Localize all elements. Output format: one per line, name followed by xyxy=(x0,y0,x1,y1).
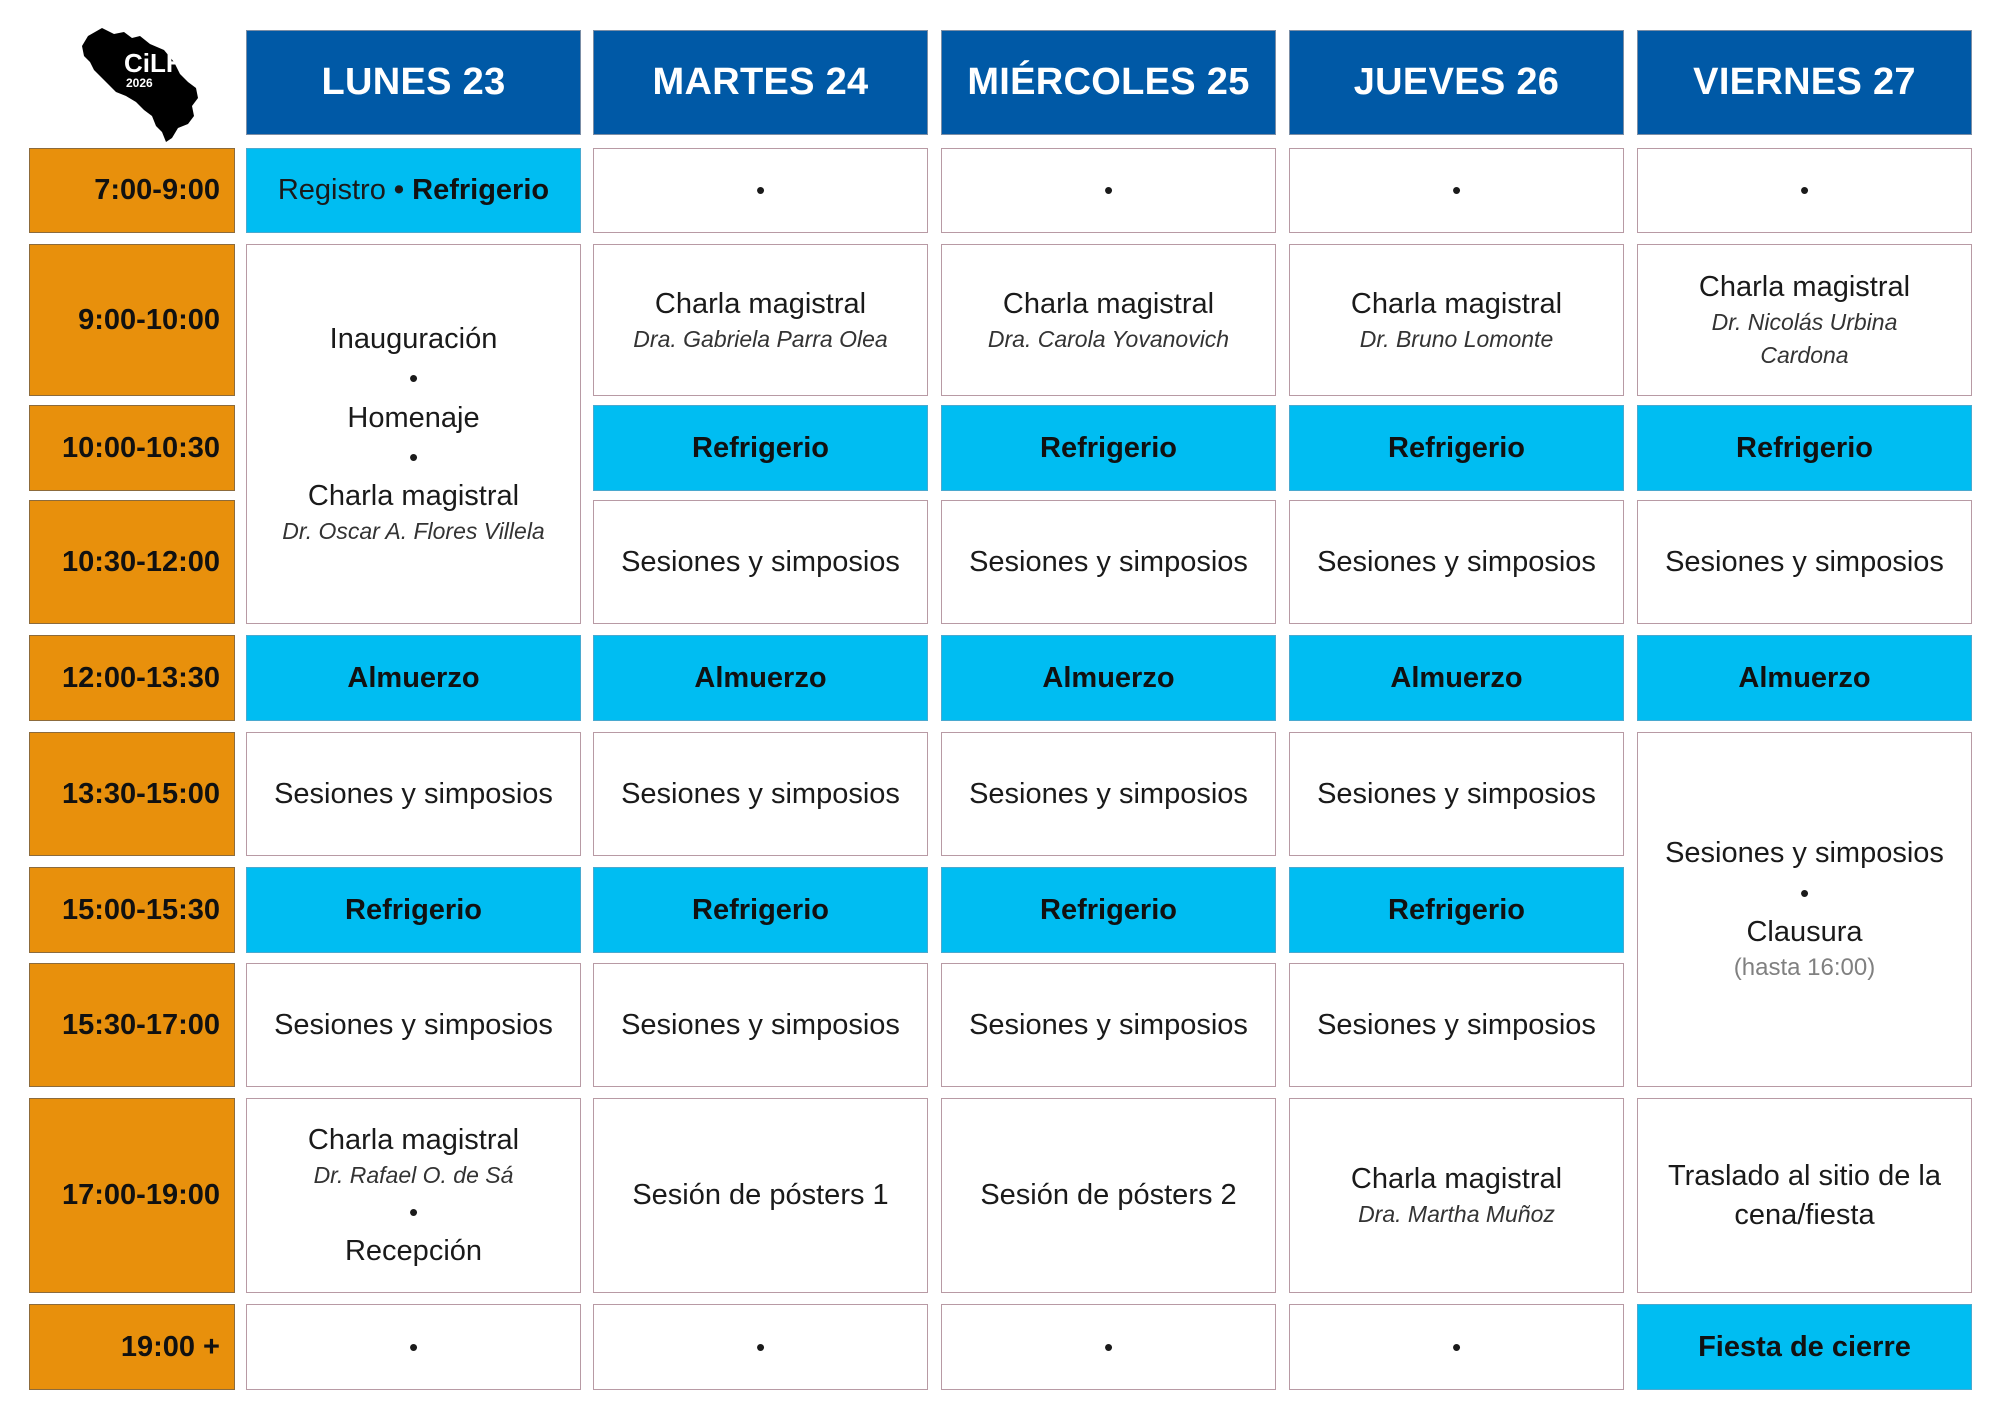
cell-note: (hasta 16:00) xyxy=(1733,954,1876,982)
cell-text: cena/fiesta xyxy=(1734,1198,1875,1231)
schedule-cell xyxy=(1637,148,1972,233)
cell-text-bold: Refrigerio xyxy=(1388,431,1525,464)
cell-text: Sesión de pósters 1 xyxy=(632,1179,889,1212)
day-header-martes-24: MARTES 24 xyxy=(593,30,928,135)
time-slot-label: 19:00 + xyxy=(29,1304,235,1390)
schedule-cell xyxy=(941,405,1276,491)
schedule-cell xyxy=(1637,500,1972,624)
schedule-cell xyxy=(1289,732,1624,856)
schedule-cell xyxy=(246,1098,581,1293)
time-slot-label: 15:30-17:00 xyxy=(29,963,235,1087)
separator-dot: • xyxy=(408,1331,419,1362)
separator-dot: • xyxy=(408,441,419,472)
cell-text: Recepción xyxy=(344,1234,483,1267)
cell-text: Sesión de pósters 2 xyxy=(980,1179,1237,1212)
time-slot-label: 9:00-10:00 xyxy=(29,244,235,396)
cell-text: Homenaje xyxy=(347,401,480,434)
schedule-cell xyxy=(246,635,581,721)
cell-text: Charla magistral xyxy=(1350,1163,1563,1196)
schedule-cell xyxy=(941,1098,1276,1293)
cell-text: Sesiones y simposios xyxy=(1317,1008,1596,1041)
schedule-cell xyxy=(593,1304,928,1390)
schedule-cell xyxy=(593,635,928,721)
schedule-cell xyxy=(246,244,581,624)
day-header-jueves-26: JUEVES 26 xyxy=(1289,30,1624,135)
schedule-cell xyxy=(1289,635,1624,721)
schedule-cell xyxy=(593,500,928,624)
cell-text: Charla magistral xyxy=(1002,287,1215,320)
cell-text-bold: Refrigerio xyxy=(692,431,829,464)
cell-text: Clausura xyxy=(1746,915,1863,948)
schedule-cell xyxy=(246,1304,581,1390)
schedule-cell xyxy=(941,500,1276,624)
cell-text: Inauguración xyxy=(329,322,498,355)
logo-year: 2026 xyxy=(126,76,153,90)
cell-text: Charla magistral xyxy=(1698,271,1911,304)
schedule-cell xyxy=(593,148,928,233)
separator-dot: • xyxy=(755,1331,766,1362)
schedule-cell xyxy=(941,732,1276,856)
cell-text: Sesiones y simposios xyxy=(1665,545,1944,578)
cell-text: Charla magistral xyxy=(654,287,867,320)
separator-dot: • xyxy=(408,363,419,394)
cell-text: Refrigerio xyxy=(412,174,550,207)
schedule-cell xyxy=(941,244,1276,396)
schedule-cell xyxy=(1637,1098,1972,1293)
schedule-cell xyxy=(1289,963,1624,1087)
cell-text: Charla magistral xyxy=(307,1123,520,1156)
schedule-cell xyxy=(941,1304,1276,1390)
cell-text: Sesiones y simposios xyxy=(274,777,553,810)
cell-text: Sesiones y simposios xyxy=(969,545,1248,578)
speaker-name: Dr. Nicolás Urbina xyxy=(1711,309,1898,336)
cell-text-bold: Refrigerio xyxy=(692,893,829,926)
cell-text: Sesiones y simposios xyxy=(1317,777,1596,810)
schedule-cell xyxy=(246,732,581,856)
separator-dot: • xyxy=(1799,175,1810,206)
speaker-name: Dr. Oscar A. Flores Villela xyxy=(282,518,545,545)
time-slot-label: 10:00-10:30 xyxy=(29,405,235,491)
time-slot-label: 7:00-9:00 xyxy=(29,148,235,233)
time-slot-label: 12:00-13:30 xyxy=(29,635,235,721)
time-slot-label: 17:00-19:00 xyxy=(29,1098,235,1293)
cell-text-bold: Refrigerio xyxy=(1388,893,1525,926)
separator-dot: • xyxy=(393,174,405,207)
speaker-name: Cardona xyxy=(1760,342,1849,369)
cell-text-bold: Refrigerio xyxy=(1040,431,1177,464)
cell-inline-text xyxy=(278,171,549,209)
separator-dot: • xyxy=(1451,175,1462,206)
schedule-cell xyxy=(1289,244,1624,396)
schedule-cell xyxy=(1289,405,1624,491)
speaker-name: Dr. Bruno Lomonte xyxy=(1359,325,1554,352)
cell-text: Sesiones y simposios xyxy=(274,1008,553,1041)
schedule-cell xyxy=(1637,1304,1972,1390)
day-header-lunes-23: LUNES 23 xyxy=(246,30,581,135)
cell-text-bold: Refrigerio xyxy=(1040,893,1177,926)
cell-text: Sesiones y simposios xyxy=(969,1008,1248,1041)
logo-text: CiLH xyxy=(124,48,185,78)
schedule-cell xyxy=(1637,635,1972,721)
schedule-cell xyxy=(1289,867,1624,953)
cell-text-bold: Almuerzo xyxy=(1390,661,1523,694)
cell-text-bold: Almuerzo xyxy=(694,661,827,694)
separator-dot: • xyxy=(1799,877,1810,908)
schedule-cell xyxy=(593,867,928,953)
separator-dot: • xyxy=(755,175,766,206)
separator-dot: • xyxy=(1451,1331,1462,1362)
cell-text-bold: Fiesta de cierre xyxy=(1698,1330,1911,1363)
speaker-name: Dra. Carola Yovanovich xyxy=(987,325,1230,352)
cell-text: Sesiones y simposios xyxy=(1665,837,1944,870)
day-header-miercoles-25: MIÉRCOLES 25 xyxy=(941,30,1276,135)
schedule-cell xyxy=(593,1098,928,1293)
cell-text-bold: Refrigerio xyxy=(1736,431,1873,464)
time-slot-label: 10:30-12:00 xyxy=(29,500,235,624)
cell-text: Sesiones y simposios xyxy=(969,777,1248,810)
separator-dot: • xyxy=(1103,175,1114,206)
schedule-cell xyxy=(941,963,1276,1087)
speaker-name: Dra. Martha Muñoz xyxy=(1358,1201,1555,1228)
time-slot-label: 13:30-15:00 xyxy=(29,732,235,856)
schedule-cell xyxy=(593,244,928,396)
schedule-cell xyxy=(941,148,1276,233)
schedule-cell xyxy=(593,732,928,856)
cell-text: Charla magistral xyxy=(307,480,520,513)
schedule-cell xyxy=(941,635,1276,721)
schedule-cell xyxy=(1289,1304,1624,1390)
speaker-name: Dra. Gabriela Parra Olea xyxy=(633,325,888,352)
schedule-cell xyxy=(246,867,581,953)
schedule-cell xyxy=(1637,732,1972,1087)
schedule-cell xyxy=(1637,244,1972,396)
cell-text-bold: Refrigerio xyxy=(345,893,482,926)
cell-text: Sesiones y simposios xyxy=(621,1008,900,1041)
schedule-cell xyxy=(1289,148,1624,233)
speaker-name: Dr. Rafael O. de Sá xyxy=(313,1162,514,1189)
cell-text: Registro xyxy=(277,174,386,207)
schedule-cell xyxy=(246,963,581,1087)
cell-text-bold: Almuerzo xyxy=(1042,661,1175,694)
separator-dot: • xyxy=(1103,1331,1114,1362)
schedule-cell xyxy=(593,963,928,1087)
cell-text: Sesiones y simposios xyxy=(621,545,900,578)
cell-text-bold: Almuerzo xyxy=(347,661,480,694)
schedule-cell xyxy=(593,405,928,491)
schedule-cell xyxy=(246,148,581,233)
cell-text-bold: Almuerzo xyxy=(1738,661,1871,694)
day-header-viernes-27: VIERNES 27 xyxy=(1637,30,1972,135)
schedule-cell xyxy=(1289,1098,1624,1293)
cell-text: Charla magistral xyxy=(1350,287,1563,320)
schedule-cell xyxy=(941,867,1276,953)
schedule-cell xyxy=(1289,500,1624,624)
separator-dot: • xyxy=(408,1196,419,1227)
cell-text: Sesiones y simposios xyxy=(1317,545,1596,578)
cell-text: Traslado al sitio de la xyxy=(1668,1160,1941,1193)
time-slot-label: 15:00-15:30 xyxy=(29,867,235,953)
schedule-cell xyxy=(1637,405,1972,491)
cell-text: Sesiones y simposios xyxy=(621,777,900,810)
